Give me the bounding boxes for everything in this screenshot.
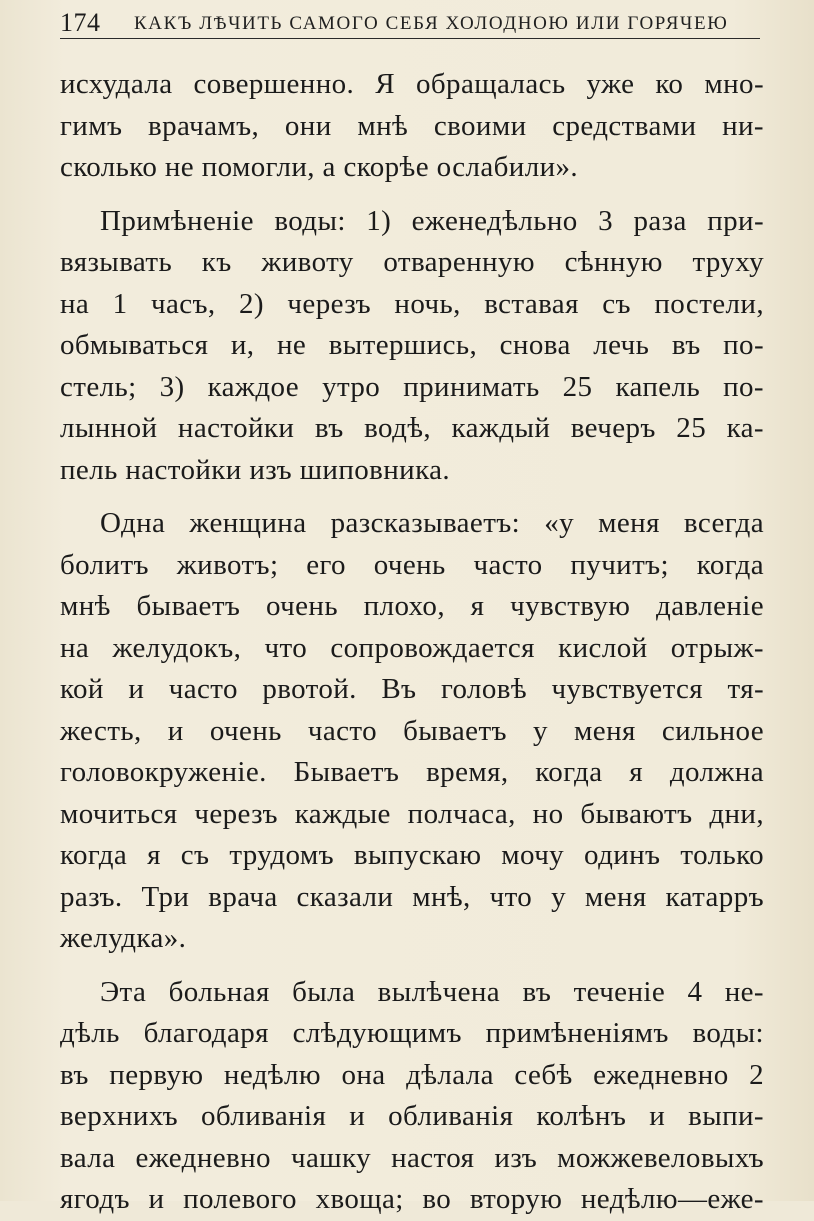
text-line: мнѣ бываетъ очень плохо, я чувствую давленіе: [60, 590, 764, 622]
text-line: пель настойки изъ шиповника.: [60, 453, 451, 486]
text-line: ягодъ и полевого хвоща; во вторую недѣлю—еже-: [60, 1183, 764, 1215]
page-header: [60, 8, 760, 38]
text-line: стель; 3) каждое утро принимать 25 капель по-: [60, 370, 764, 403]
text-line: кой и часто рвотой. Въ головѣ чувствуется тя-: [60, 673, 764, 705]
header-rule: [60, 38, 760, 39]
text-line: лынной настойки въ водѣ, каждый вечеръ 25 ка-: [60, 412, 764, 444]
text-line: на желудокъ, что сопровождается кислой отрыж-: [60, 631, 764, 664]
text-line: гимъ врачамъ, они мнѣ своими средствами ни-: [60, 109, 764, 142]
paragraph: [60, 503, 764, 960]
body-text: [60, 64, 764, 1221]
paragraph: [60, 201, 764, 492]
text-line: верхнихъ обливанія и обливанія колѣнъ и выпи-: [60, 1100, 764, 1132]
text-line: Одна женщина разсказываетъ: «у меня всегда: [100, 507, 764, 539]
text-line: дѣль благодаря слѣдующимъ примѣненіямъ воды:: [60, 1017, 764, 1049]
running-title: КАКЪ ЛѢЧИТЬ САМОГО СЕБЯ ХОЛОДНОЮ ИЛИ ГОРЯЧЕЮ: [134, 13, 729, 34]
text-line: въ первую недѣлю она дѣлала себѣ ежедневно 2: [60, 1058, 764, 1091]
text-line: Примѣненіе воды: 1) еженедѣльно 3 раза при-: [100, 204, 764, 237]
text-line: сколько не помогли, а скорѣе ослабили».: [60, 151, 579, 183]
page-number: 174: [60, 8, 101, 37]
text-line: вала ежедневно чашку настоя изъ можжевеловыхъ: [60, 1141, 764, 1174]
text-line: головокруженіе. Бываетъ время, когда я должна: [60, 756, 764, 788]
text-line: обмываться и, не вытершись, снова лечь въ по-: [60, 329, 764, 361]
text-line: жесть, и очень часто бываетъ у меня сильное: [60, 714, 764, 747]
text-line: разъ. Три врача сказали мнѣ, что у меня катарръ: [60, 880, 764, 913]
text-line: болитъ животъ; его очень часто пучитъ; когда: [60, 548, 764, 581]
paragraph: [60, 972, 764, 1221]
text-line: когда я съ трудомъ выпускаю мочу одинъ только: [60, 839, 764, 871]
paragraph: [60, 64, 764, 189]
text-line: вязывать къ животу отваренную сѣнную труху: [60, 246, 764, 278]
text-line: желудка».: [60, 922, 187, 954]
text-line: Эта больная была вылѣчена въ теченіе 4 не-: [100, 975, 764, 1008]
text-line: мочиться черезъ каждые полчаса, но бываютъ дни,: [60, 797, 764, 830]
text-line: исхудала совершенно. Я обращалась уже ко мно-: [60, 68, 764, 100]
text-line: на 1 часъ, 2) черезъ ночь, вставая съ постели,: [60, 287, 764, 320]
